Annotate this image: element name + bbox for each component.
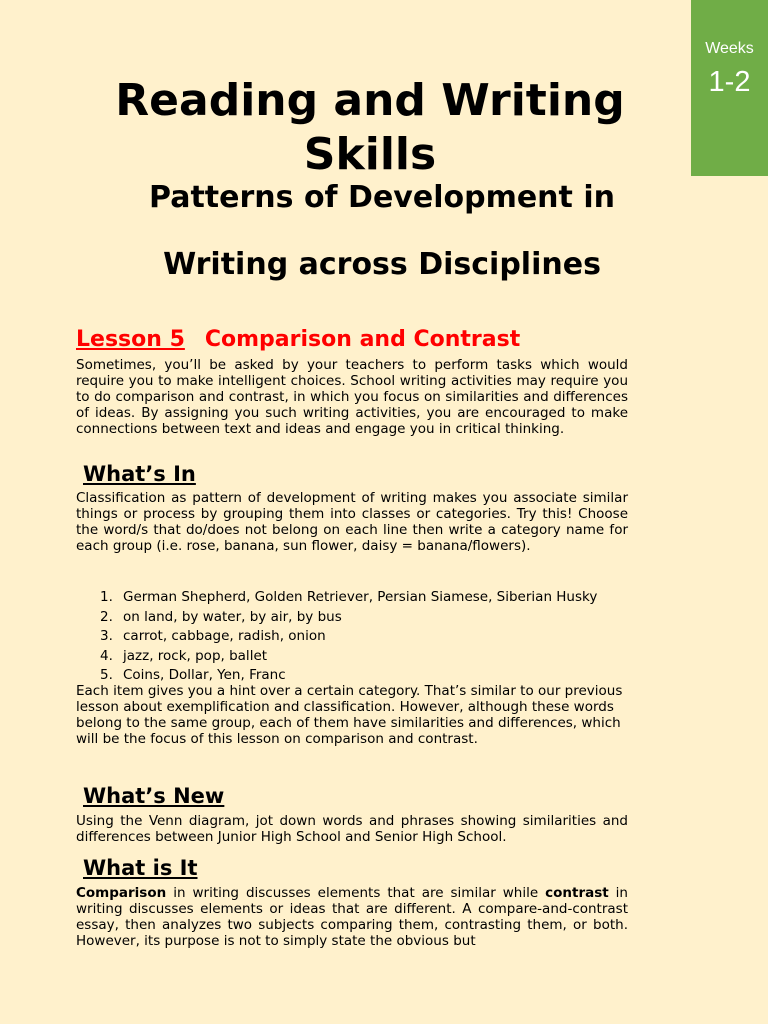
subtitle-line-2: Writing across Disciplines xyxy=(163,247,601,282)
list-item-text: carrot, cabbage, radish, onion xyxy=(123,628,326,644)
lesson-number: Lesson 5 xyxy=(76,327,185,352)
lesson-title: Comparison and Contrast xyxy=(204,327,521,352)
weeks-badge xyxy=(691,0,768,176)
term-comparison: Comparison xyxy=(76,885,167,901)
list-item-number: 2. xyxy=(100,608,113,625)
list-item xyxy=(100,647,597,667)
text-part-2: in writing discusses elements or ideas that are different. A compare-and-contrast essay, then analyzes two subjects comparing them, contrasting them, or both. However, its purpose is not to simply state the obvious but xyxy=(76,885,628,949)
list-item xyxy=(100,627,597,647)
document-title: Reading and Writing Skills xyxy=(115,75,625,180)
whats-new-heading: What’s New xyxy=(83,784,225,808)
lesson-heading xyxy=(76,327,520,352)
subtitle-line-1: Patterns of Development in xyxy=(149,180,615,215)
list-item-text: jazz, rock, pop, ballet xyxy=(123,647,268,664)
what-is-it-paragraph xyxy=(76,885,628,949)
list-item-text: Coins, Dollar, Yen, Franc xyxy=(123,667,286,683)
list-item-number: 3. xyxy=(100,628,113,644)
list-item-number: 4. xyxy=(100,647,113,664)
whats-new-paragraph: Using the Venn diagram, jot down words and phrases showing similarities and differences between Junior High School and Senior High School. xyxy=(76,813,628,845)
list-item xyxy=(100,588,597,608)
weeks-label: Weeks xyxy=(705,40,754,57)
term-contrast: contrast xyxy=(545,885,609,901)
list-item xyxy=(100,608,597,628)
list-item-text: on land, by water, by air, by bus xyxy=(123,608,342,625)
list-item-text: German Shepherd, Golden Retriever, Persian Siamese, Siberian Husky xyxy=(123,589,598,605)
what-is-it-heading: What is It xyxy=(83,856,198,880)
category-list xyxy=(100,588,597,686)
list-item-number: 5. xyxy=(100,667,113,683)
whats-in-heading: What’s In xyxy=(83,462,196,486)
list-item-number: 1. xyxy=(100,589,113,605)
intro-paragraph: Sometimes, you’ll be asked by your teachers to perform tasks which would require you to make intelligent choices. School writing activities may require you to do comparison and contrast, in which you focus on similarities and differences of ideas. By assigning you such writing activities, you are encouraged to make connections between text and ideas and engage you in critical thinking. xyxy=(76,357,628,437)
whats-in-followup: Each item gives you a hint over a certain category. That’s similar to our previous lesson about exemplification and classification. However, although these words belong to the same group, each of them have similarities and differences, which will be the focus of this lesson on comparison and contrast. xyxy=(76,683,623,747)
text-part-1: in writing discusses elements that are similar while xyxy=(166,885,546,901)
weeks-range: 1-2 xyxy=(708,66,751,98)
whats-in-paragraph: Classification as pattern of development of writing makes you associate similar things or process by grouping them into classes or categories. Try this! Choose the word/s that do/does not belong on each line then write a category name for each group (i.e. rose, banana, sun flower, daisy = banana/flowers). xyxy=(76,490,628,554)
